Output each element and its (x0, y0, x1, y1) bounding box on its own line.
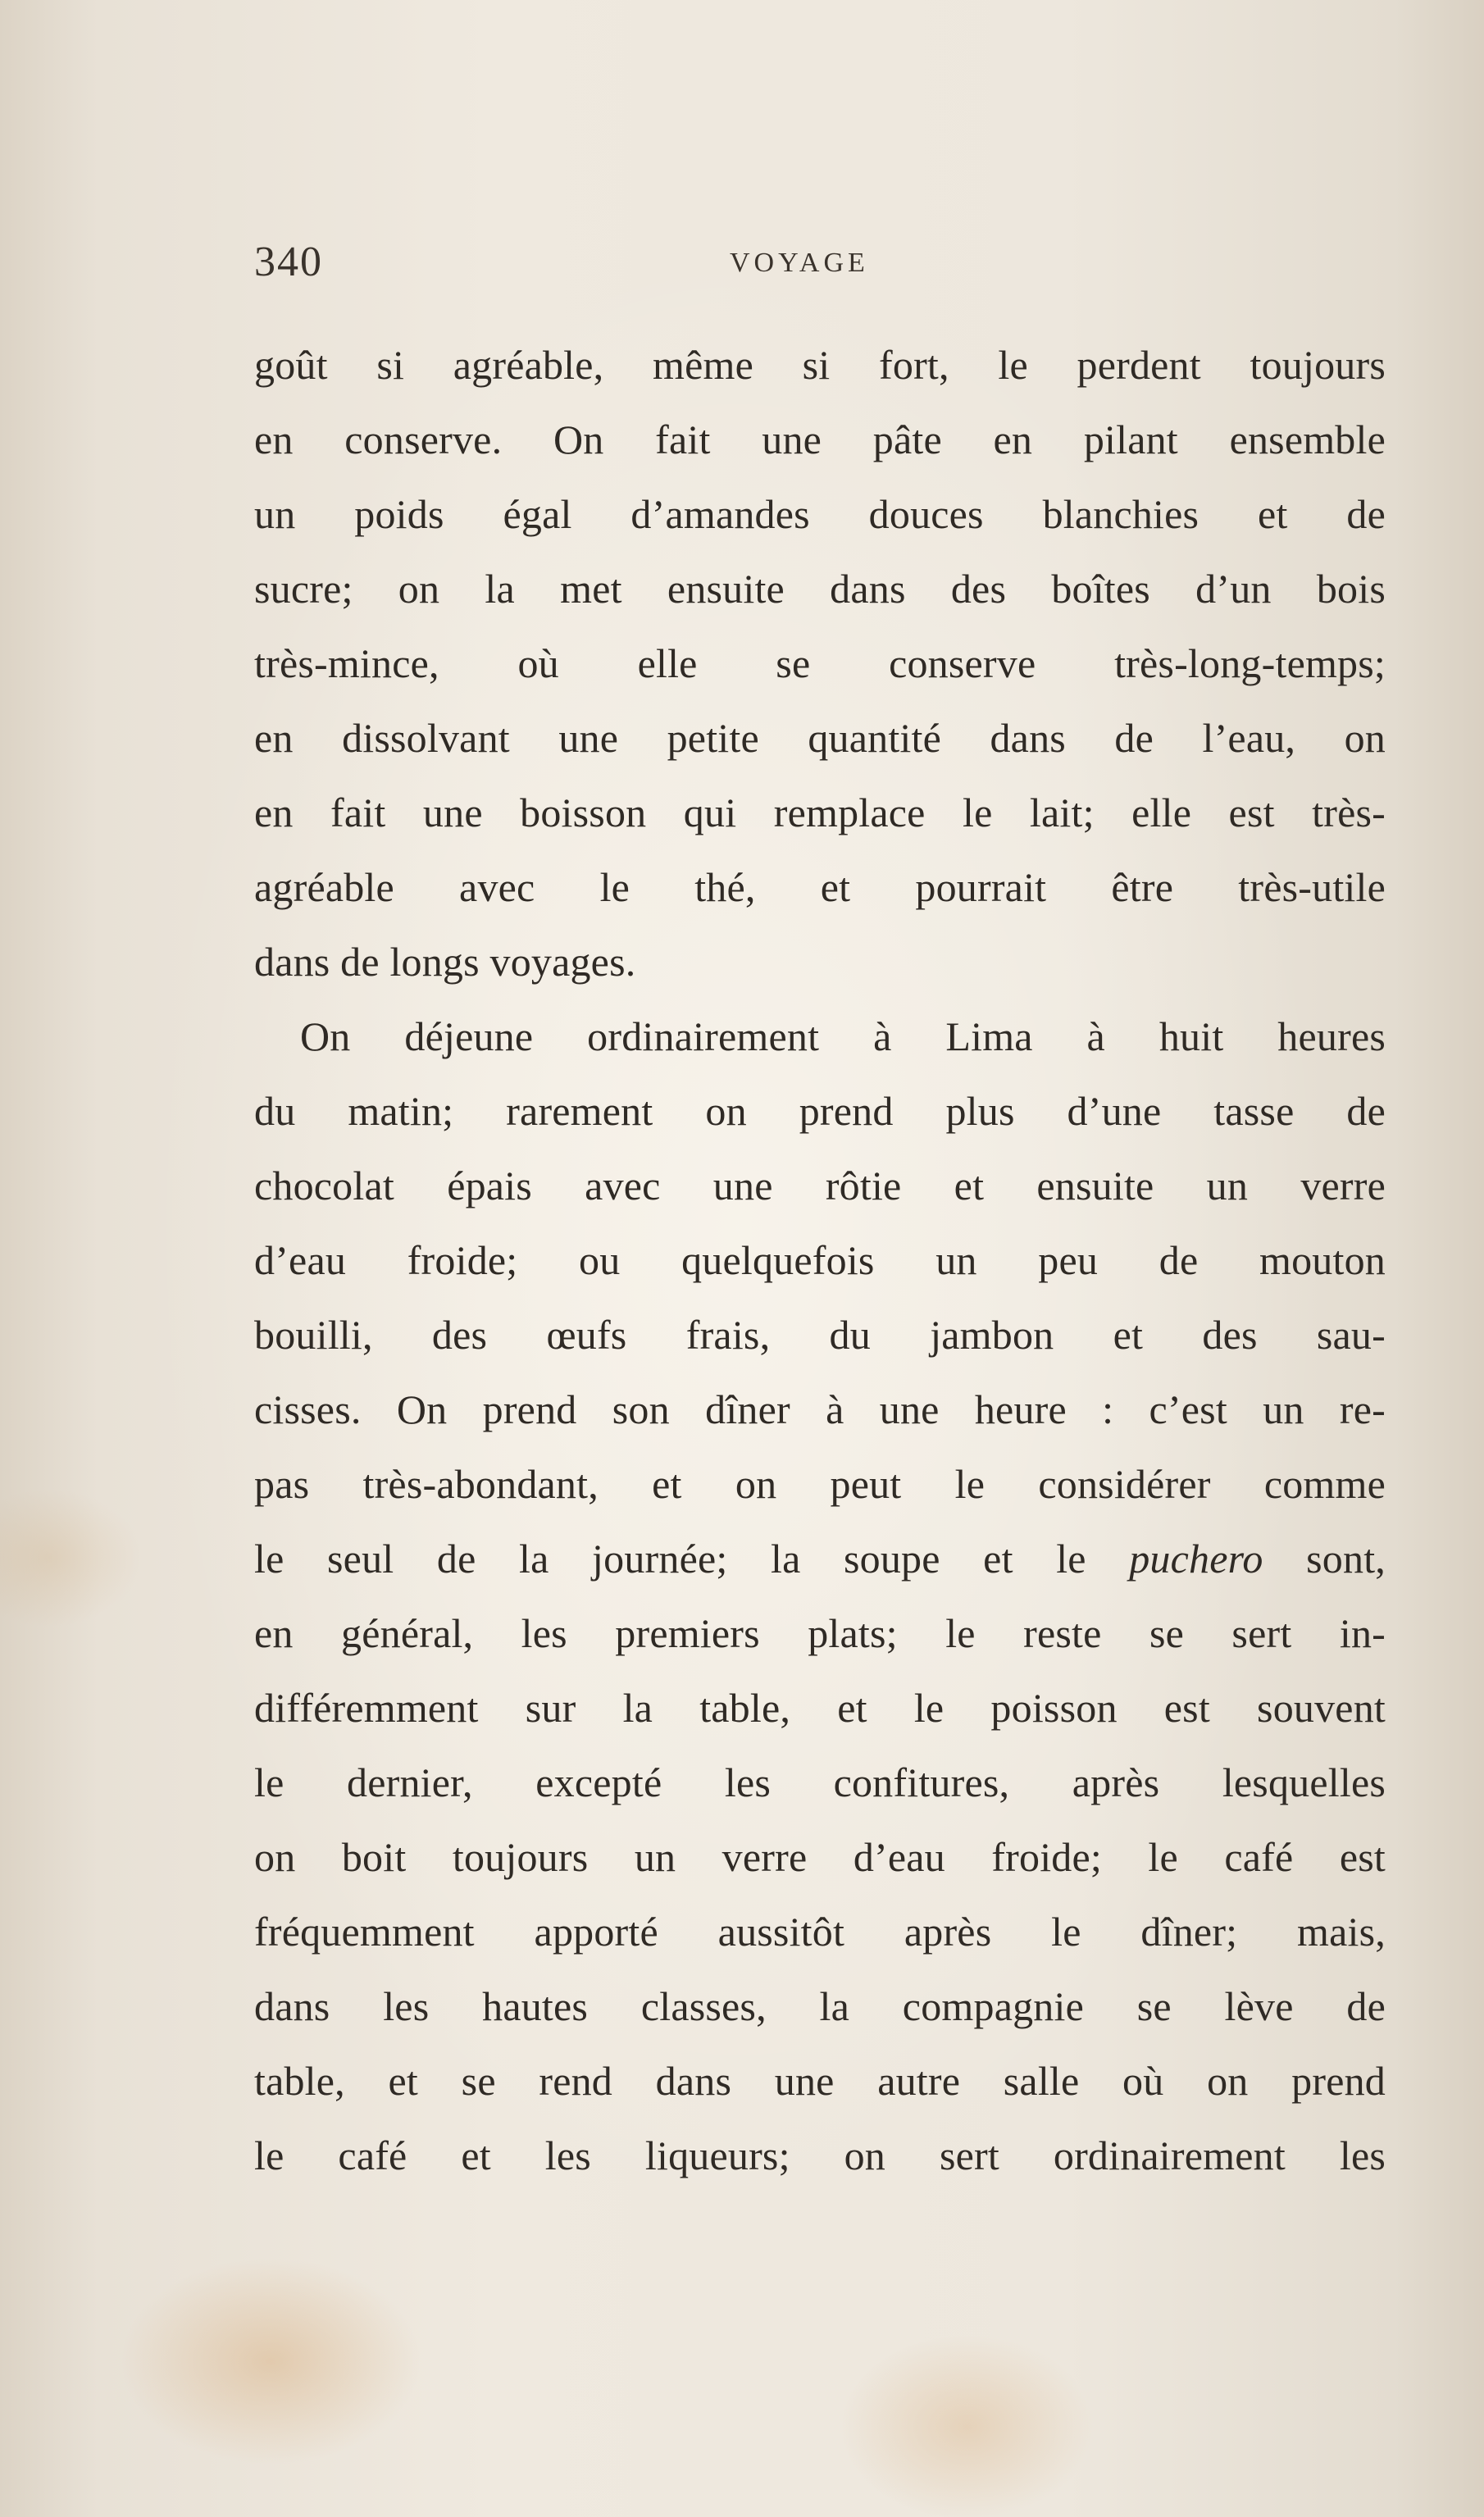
text-line: très-mince, où elle se conserve très-long-temps; (254, 640, 1386, 686)
text-line: sucre; on la met ensuite dans des boîtes d’un bois (254, 566, 1386, 612)
paragraph (254, 999, 1386, 2193)
text-line: On déjeune ordinairement à Lima à huit heures (300, 1013, 1386, 1059)
text-segment: sont, (1263, 1536, 1386, 1582)
paragraph (254, 328, 1386, 999)
text-line: d’eau froide; ou quelquefois un peu de mouton (254, 1237, 1386, 1283)
page-number: 340 (254, 239, 323, 285)
running-head: VOYAGE (730, 248, 869, 278)
text-line: en général, les premiers plats; le reste se sert in- (254, 1610, 1386, 1656)
text-line: dans de longs voyages. (254, 939, 636, 985)
body-text (254, 328, 1386, 2193)
text-line: goût si agréable, même si fort, le perdent toujours (254, 342, 1386, 388)
text-line: table, et se rend dans une autre salle où on prend (254, 2058, 1386, 2104)
text-line (254, 1522, 1386, 1596)
text-line: cisses. On prend son dîner à une heure : c’est un re- (254, 1386, 1386, 1432)
text-line: en conserve. On fait une pâte en pilant ensemble (254, 416, 1386, 462)
text-line: bouilli, des œufs frais, du jambon et des sau- (254, 1312, 1386, 1358)
text-line: pas très-abondant, et on peut le considérer comme (254, 1461, 1386, 1507)
text-line: agréable avec le thé, et pourrait être très-utile (254, 864, 1386, 910)
text-line: on boit toujours un verre d’eau froide; le café est (254, 1834, 1386, 1880)
text-line: un poids égal d’amandes douces blanchies et de (254, 491, 1386, 537)
text-line: le dernier, excepté les confitures, après lesquelles (254, 1759, 1386, 1805)
text-line: en dissolvant une petite quantité dans de l’eau, on (254, 715, 1386, 761)
text-line: dans les hautes classes, la compagnie se lève de (254, 1983, 1386, 2029)
text-segment: le seul de la journée; la soupe et le (254, 1536, 1130, 1582)
text-line: fréquemment apporté aussitôt après le dîner; mais, (254, 1909, 1386, 1955)
page-header (254, 238, 1386, 295)
text-line: le café et les liqueurs; on sert ordinairement les (254, 2132, 1386, 2178)
text-line: différemment sur la table, et le poisson est souvent (254, 1685, 1386, 1731)
text-line: chocolat épais avec une rôtie et ensuite un verre (254, 1163, 1386, 1208)
text-line: du matin; rarement on prend plus d’une tasse de (254, 1088, 1386, 1134)
text-line: en fait une boisson qui remplace le lait; elle est très- (254, 790, 1386, 835)
italic-word: puchero (1129, 1536, 1263, 1582)
